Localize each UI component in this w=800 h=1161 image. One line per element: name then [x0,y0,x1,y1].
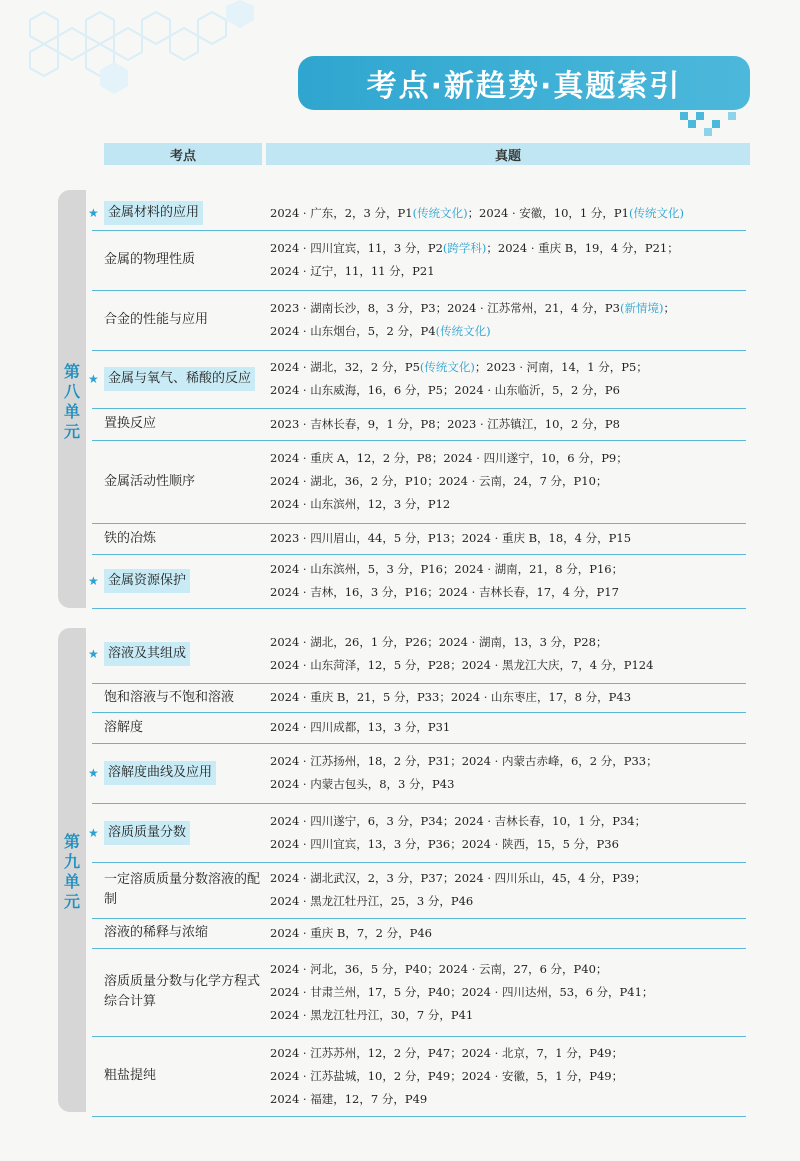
table-row [92,712,746,744]
exam-ref: 2024 · 湖北武汉，2，3 分，P37；2024 · 四川乐山，45，4 分，P39； [270,871,647,885]
exam-ref: 2024 · 江苏扬州，18，2 分，P31；2024 · 内蒙古赤峰，6，2 分，P33； [270,754,658,768]
topic-label: 金属的物理性质 [104,252,196,267]
exam-line [270,493,746,516]
context-tag: (新情境) [619,301,664,315]
exam-ref: 2024 · 湖北，26，1 分，P26；2024 · 湖南，13，3 分，P28； [270,635,608,649]
exam-ref: 2024 · 辽宁，11，11 分，P21 [270,264,435,278]
exam-line [270,922,746,945]
exam-line [270,890,746,913]
table-row [88,625,746,684]
exam-line [270,716,746,739]
exam-ref: 2024 · 湖北，36，2 分，P10；2024 · 云南，24，7 分，P10； [270,474,608,488]
star-icon: ★ [88,825,99,840]
exam-ref: 2024 · 山东威海，16，6 分，P5；2024 · 山东临沂，5，2 分，P6 [270,383,620,397]
table-row [92,683,746,713]
exam-line [270,631,746,654]
topic-cell [104,440,264,523]
exam-cell [270,1036,746,1116]
exam-ref: 2024 · 四川遂宁，6，3 分，P34；2024 · 吉林长春，10，1 分，P34； [270,813,647,828]
exam-cell [270,862,746,918]
column-header-exams: 真题 [266,143,750,165]
exam-line [270,686,746,709]
exam-ref: 2024 · 重庆 B，7，2 分，P46 [270,925,432,940]
exam-line [270,379,746,402]
exam-ref: 2024 · 重庆 B，21，5 分，P33；2024 · 山东枣庄，17，8 分，P43 [270,690,632,704]
table-row [92,230,746,291]
hexagon-pattern-decoration [0,0,280,110]
topic-label: 溶质质量分数与化学方程式综合计算 [104,974,261,1009]
topic-cell [88,625,264,683]
topic-label: 溶液的稀释与浓缩 [104,925,209,940]
star-icon: ★ [88,206,99,220]
exam-ref: 2023 · 吉林长春，9，1 分，P8；2023 · 江苏镇江，10，2 分，P8 [270,416,620,431]
exam-ref: 2024 · 黑龙江牡丹江，30，7 分，P41 [270,1007,474,1022]
context-tag: (传统文化) [628,205,684,220]
exam-ref: 2024 · 山东烟台，5，2 分，P4 [270,324,436,338]
topic-label: 金属与氧气、稀酸的反应 [104,367,255,391]
exam-ref: 2024 · 河北，36，5 分，P40；2024 · 云南，27，6 分，P40； [270,961,608,976]
topic-label: 合金的性能与应用 [104,312,209,327]
exam-ref: 2024 · 四川宜宾，11，3 分，P2 [270,241,443,255]
topic-label: 溶解度 [104,719,144,735]
exam-line [270,237,746,260]
context-tag: (传统文化) [419,360,475,374]
exam-ref: 2024 · 广东，2，3 分，P1 [270,205,413,220]
exam-line [270,654,746,677]
star-icon: ★ [88,574,99,588]
context-tag: (跨学科) [442,241,487,255]
star-icon: ★ [88,766,99,780]
table-row [88,350,746,409]
exam-line [270,773,746,796]
exam-line [270,356,746,379]
exam-ref: 2024 · 湖北，32，2 分，P5 [270,360,420,374]
topic-cell [104,523,264,554]
topic-label: 溶解度曲线及应用 [104,761,216,785]
exam-ref: 2023 · 湖南长沙，8，3 分，P3；2024 · 江苏常州，21，4 分，P3 [270,301,620,315]
exam-line [270,297,746,320]
exam-ref: 2024 · 江苏苏州，12，2 分，P47；2024 · 北京，7，1 分，P49； [270,1045,624,1060]
exam-ref: 2024 · 江苏盐城，10，2 分，P49；2024 · 安徽，5，1 分，P49； [270,1068,624,1083]
table-row [92,862,746,919]
topic-cell [88,554,264,608]
exam-cell [270,523,746,554]
table-row [92,440,746,524]
exam-line [270,447,746,470]
unit-label-8: 第八单元 [63,362,80,441]
exam-cell [270,230,746,290]
topic-cell [104,918,264,948]
exam-line [270,581,746,604]
table-row [88,803,746,863]
exam-cell [270,683,746,712]
topic-cell [88,803,264,862]
exam-line [270,470,746,493]
exam-ref: 2024 · 内蒙古包头，8，3 分，P43 [270,777,455,791]
topic-label: 溶质质量分数 [104,821,190,845]
context-tag: (传统文化) [435,324,491,338]
exam-ref: 2024 · 黑龙江牡丹江，25，3 分，P46 [270,894,474,908]
topic-cell [104,230,264,290]
exam-line [270,1042,746,1065]
exam-ref: 2023 · 四川眉山，44，5 分，P13；2024 · 重庆 B，18，4 分，P15 [270,531,632,545]
exam-cell [270,408,746,440]
star-icon: ★ [88,647,99,661]
exam-ref: 2024 · 福建，12，7 分，P49 [270,1091,428,1106]
exam-ref: 2024 · 重庆 A，12，2 分，P8；2024 · 四川遂宁，10，6 分，P9； [270,451,628,465]
exam-line [270,202,746,225]
exam-cell [270,440,746,523]
exam-ref: ；2024 · 安徽，10，1 分，P1 [467,205,629,220]
exam-cell [270,290,746,350]
exam-cell [270,712,746,743]
exam-line [270,867,746,890]
exam-cell [270,625,746,683]
topic-label: 铁的冶炼 [104,530,157,546]
page-title: 考点·新趋势·真题索引 [298,56,750,110]
topic-label: 金属材料的应用 [104,201,203,225]
table-row [88,554,746,609]
topic-cell [104,290,264,350]
table-row [92,523,746,555]
table-row [92,408,746,441]
topic-cell [104,862,264,918]
exam-line [270,833,746,856]
exam-line [270,958,746,981]
table-row [92,290,746,351]
exam-cell [270,743,746,803]
topic-label: 饱和溶液与不饱和溶液 [104,689,235,705]
exam-cell [270,196,746,230]
table-row [92,1036,746,1117]
column-header-topic: 考点 [104,143,262,165]
topic-cell [88,196,264,230]
exam-line [270,981,746,1004]
topic-label: 粗盐提纯 [104,1068,157,1083]
exam-line [270,1065,746,1088]
exam-line [270,527,746,550]
topic-cell [88,350,264,408]
exam-ref: 2024 · 四川成都，13，3 分，P31 [270,720,451,734]
exam-line [270,413,746,436]
exam-ref: ； [663,301,675,315]
exam-ref: ；2024 · 重庆 B，19，4 分，P21； [486,241,679,255]
topic-cell [104,1036,264,1116]
exam-ref: 2024 · 四川宜宾，13，3 分，P36；2024 · 陕西，15，5 分，P36 [270,836,619,851]
topic-label: 溶液及其组成 [104,642,190,666]
exam-line [270,750,746,773]
exam-ref: 2024 · 山东滨州，12，3 分，P12 [270,497,451,511]
context-tag: (传统文化) [412,205,468,220]
exam-line [270,558,746,581]
exam-ref: 2024 · 吉林，16，3 分，P16；2024 · 吉林长春，17，4 分，P17 [270,585,619,599]
topic-label: 金属活动性顺序 [104,473,196,489]
topic-label: 一定溶质质量分数溶液的配制 [104,872,261,907]
table-row [92,918,746,949]
exam-line [270,1088,746,1111]
exam-line [270,1004,746,1027]
exam-line [270,810,746,833]
exam-ref: ；2023 · 河南，14，1 分，P5； [474,360,648,374]
topic-cell [104,408,264,440]
table-row [88,196,746,231]
exam-cell [270,948,746,1036]
exam-line [270,260,746,283]
exam-cell [270,350,746,408]
table-row [88,743,746,804]
topic-cell [88,743,264,803]
table-row [92,948,746,1037]
topic-cell [104,712,264,743]
topic-cell [104,683,264,712]
exam-cell [270,554,746,608]
exam-cell [270,803,746,862]
unit-label-9: 第九单元 [63,832,80,911]
exam-ref: 2024 · 山东菏泽，12，5 分，P28；2024 · 黑龙江大庆，7，4 分，P124 [270,658,654,672]
exam-ref: 2024 · 山东滨州，5，3 分，P16；2024 · 湖南，21，8 分，P16； [270,562,624,576]
exam-cell [270,918,746,948]
topic-label: 金属资源保护 [104,569,190,593]
topic-label: 置换反应 [104,416,157,431]
exam-line [270,320,746,343]
exam-ref: 2024 · 甘肃兰州，17，5 分，P40；2024 · 四川达州，53，6 分，P41； [270,984,654,999]
star-icon: ★ [88,372,99,386]
topic-cell [104,948,264,1036]
